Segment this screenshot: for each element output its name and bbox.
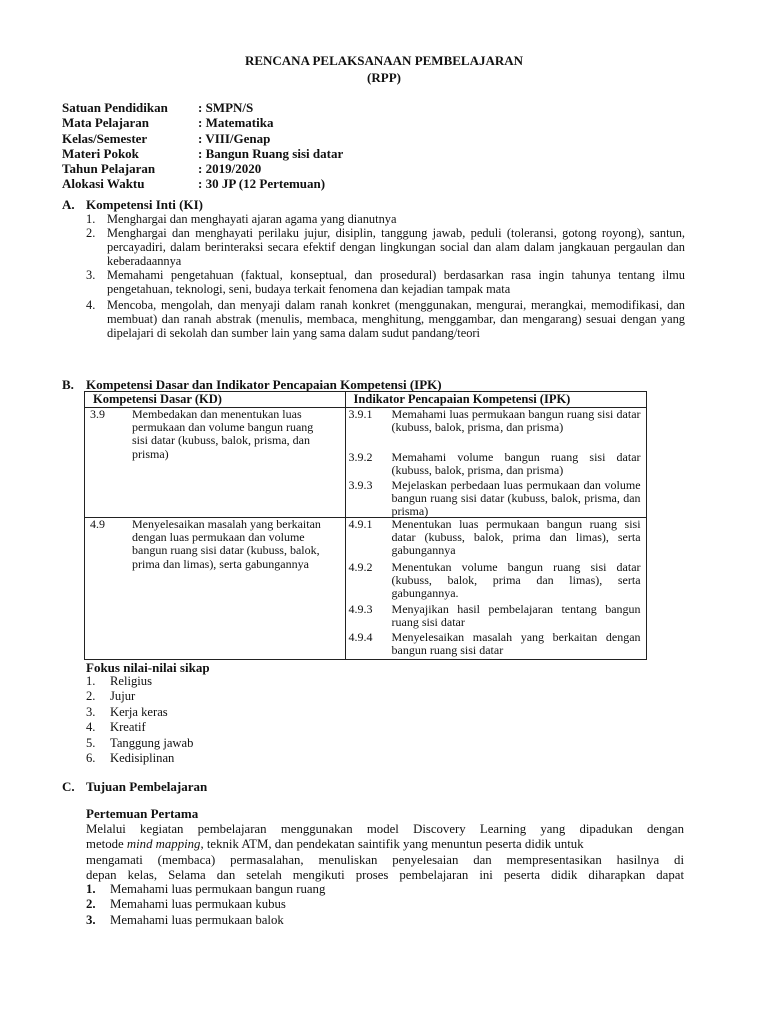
ki-text: Mencoba, mengolah, dan menyaji dalam ranah konkret (menggunakan, mengurai, merangkai, memodifikasi, dan membuat) dan ranah abstrak (menulis, membaca, menghitung, menggambar, dan mengarang) sesuai dengan yang dipelajari di sekolah dan sumber lain yang sama dalam sudut pandang/teori <box>107 298 685 340</box>
ipk-code: 4.9.4 <box>348 630 373 644</box>
goal-list <box>86 882 325 928</box>
list-text: Kedisiplinan <box>110 750 175 765</box>
fokus-title: Fokus nilai-nilai sikap <box>86 660 210 675</box>
identity-label: Mata Pelajaran <box>62 115 150 131</box>
kd-code: 3.9 <box>90 407 105 421</box>
ipk-text: Menyelesaikan masalah yang berkaitan dengan bangun ruang sisi datar <box>391 630 641 658</box>
ipk-text: Menentukan luas permukaan bangun ruang sisi datar (kubuss, balok, prima dan limas), serta gabungannya <box>391 517 641 558</box>
ki-number: 2. <box>86 226 96 240</box>
section-letter: A. <box>62 197 75 212</box>
list-item <box>86 913 325 928</box>
identity-row <box>62 100 343 115</box>
list-item <box>86 736 193 751</box>
identity-label: Tahun Pelajaran <box>62 161 156 177</box>
identity-value: : VIII/Genap <box>198 130 271 146</box>
table-row <box>85 518 647 660</box>
ki-number: 4. <box>86 298 96 312</box>
ki-number: 1. <box>86 212 96 226</box>
identity-row <box>62 115 343 130</box>
identity-label: Satuan Pendidikan <box>62 100 168 115</box>
list-text: Memahami luas permukaan kubus <box>110 897 286 912</box>
identity-value: : Matematika <box>198 115 274 131</box>
ipk-text: Menyajikan hasil pembelajaran tentang bangun ruang sisi datar <box>391 602 641 630</box>
ipk-code: 3.9.1 <box>348 407 373 421</box>
ki-text: Menghargai dan menghayati perilaku jujur, disiplin, tanggung jawab, peduli (toleransi, gotong royong), santun, percayadiri, dalam berinteraksi secara efektif dengan lingkungan social dan alam dalam jangkauan pergaulan dan keberadaannya <box>107 226 685 268</box>
paragraph-text: metode <box>86 837 127 852</box>
paragraph-line: mengamati (membaca) permasalahan, menuliskan penyelesaian dan mempresentasikan hasilnya di <box>86 852 684 867</box>
list-text: Kerja keras <box>110 704 168 719</box>
section-title: Kompetensi Inti (KI) <box>86 197 203 212</box>
paragraph-line: depan kelas, Selama dan setelah mengikuti proses pembelajaran ini peserta didik diharapkan dapat <box>86 867 684 882</box>
ki-text: Memahami pengetahuan (faktual, konseptual, dan prosedural) berdasarkan rasa ingin tahunya tentang ilmu pengetahuan, teknologi, seni, budaya terkait fenomena dan kejadian tampak mata <box>107 268 685 296</box>
paragraph-line <box>86 837 684 852</box>
list-text: Tanggung jawab <box>110 735 194 750</box>
list-number: 1. <box>86 674 96 688</box>
identity-value: : SMPN/S <box>198 100 254 115</box>
identity-label: Materi Pokok <box>62 145 139 161</box>
list-number: 3. <box>86 704 96 719</box>
list-number: 4. <box>86 720 96 735</box>
identity-value: : 2019/2020 <box>198 161 262 177</box>
identity-row <box>62 146 343 161</box>
document-subtitle: (RPP) <box>367 70 401 85</box>
list-text: Religius <box>110 674 152 688</box>
kd-ipk-table <box>84 391 647 660</box>
ipk-code: 4.9.2 <box>348 560 373 574</box>
ipk-code: 4.9.1 <box>348 517 373 531</box>
section-title: Tujuan Pembelajaran <box>86 779 208 794</box>
ipk-text: Menentukan volume bangun ruang sisi datar (kubuss, balok, prima dan limas), serta gabungannya. <box>391 560 641 601</box>
list-item <box>86 751 193 766</box>
list-item <box>86 689 193 704</box>
identity-row <box>62 176 343 191</box>
section-letter: B. <box>62 377 74 392</box>
paragraph-text: , teknik ATM, dan pendekatan saintifik yang menuntun peserta didik untuk <box>200 837 584 852</box>
list-number: 2. <box>86 897 96 912</box>
ipk-cell <box>345 518 646 660</box>
section-title: Kompetensi Dasar dan Indikator Pencapaian Kompetensi (IPK) <box>86 377 442 392</box>
ipk-code: 4.9.3 <box>348 602 373 616</box>
kd-cell <box>85 518 346 660</box>
list-item <box>86 720 193 735</box>
table-header-kd: Kompetensi Dasar (KD) <box>85 392 346 408</box>
list-item <box>86 674 193 689</box>
kd-cell <box>85 408 346 518</box>
paragraph-emphasis: mind mapping <box>126 837 201 852</box>
list-item <box>86 705 193 720</box>
table-header-row <box>85 392 647 408</box>
identity-row <box>62 131 343 146</box>
ki-text: Menghargai dan menghayati ajaran agama yang dianutnya <box>107 212 397 226</box>
table-row <box>85 408 647 518</box>
section-c-heading <box>62 779 207 795</box>
kd-code: 4.9 <box>90 517 105 531</box>
ipk-code: 3.9.3 <box>348 478 373 492</box>
list-number: 3. <box>86 912 96 927</box>
table-header-ipk: Indikator Pencapaian Kompetensi (IPK) <box>345 392 646 408</box>
paragraph-line: Melalui kegiatan pembelajaran menggunakan model Discovery Learning yang dipadukan dengan <box>86 822 684 836</box>
list-item <box>86 897 325 912</box>
list-text: Memahami luas permukaan bangun ruang <box>110 882 326 896</box>
list-text: Kreatif <box>110 720 146 735</box>
list-number: 6. <box>86 750 96 765</box>
list-number: 2. <box>86 689 96 704</box>
kd-text: Menyelesaikan masalah yang berkaitan dengan luas permukaan dan volume bangun ruang sisi datar (kubuss, balok, prima dan limas), serta gabungannya <box>132 517 321 571</box>
identity-row <box>62 161 343 176</box>
ipk-text: Mejelaskan perbedaan luas permukaan dan volume bangun ruang sisi datar (kubuss, balok, prisma, dan prisma) <box>391 478 641 519</box>
ipk-text: Memahami luas permukaan bangun ruang sisi datar (kubuss, balok, prisma, dan prisma) <box>391 407 641 435</box>
objective-paragraph <box>86 822 684 883</box>
identity-block <box>62 100 343 192</box>
list-text: Jujur <box>110 689 136 704</box>
ki-number: 3. <box>86 268 96 282</box>
list-number: 1. <box>86 882 96 896</box>
list-text: Memahami luas permukaan balok <box>110 912 284 927</box>
identity-label: Kelas/Semester <box>62 130 148 146</box>
ipk-text: Memahami volume bangun ruang sisi datar (kubuss, balok, prisma, dan prisma) <box>391 450 641 478</box>
list-number: 5. <box>86 735 96 750</box>
fokus-list <box>86 674 193 766</box>
identity-value: : Bangun Ruang sisi datar <box>198 145 344 161</box>
identity-value: : 30 JP (12 Pertemuan) <box>198 176 326 192</box>
ipk-cell <box>345 408 646 518</box>
document-title: RENCANA PELAKSANAAN PEMBELAJARAN <box>244 53 524 68</box>
kd-text: Membedakan dan menentukan luas permukaan dan volume bangun ruang sisi datar (kubuss, balok, prisma, dan prisma) <box>132 407 314 461</box>
list-item <box>86 882 325 897</box>
ipk-code: 3.9.2 <box>348 450 373 464</box>
section-a-heading <box>62 197 203 213</box>
identity-label: Alokasi Waktu <box>62 176 145 192</box>
meeting-title: Pertemuan Pertama <box>86 806 199 821</box>
section-letter: C. <box>62 779 75 794</box>
